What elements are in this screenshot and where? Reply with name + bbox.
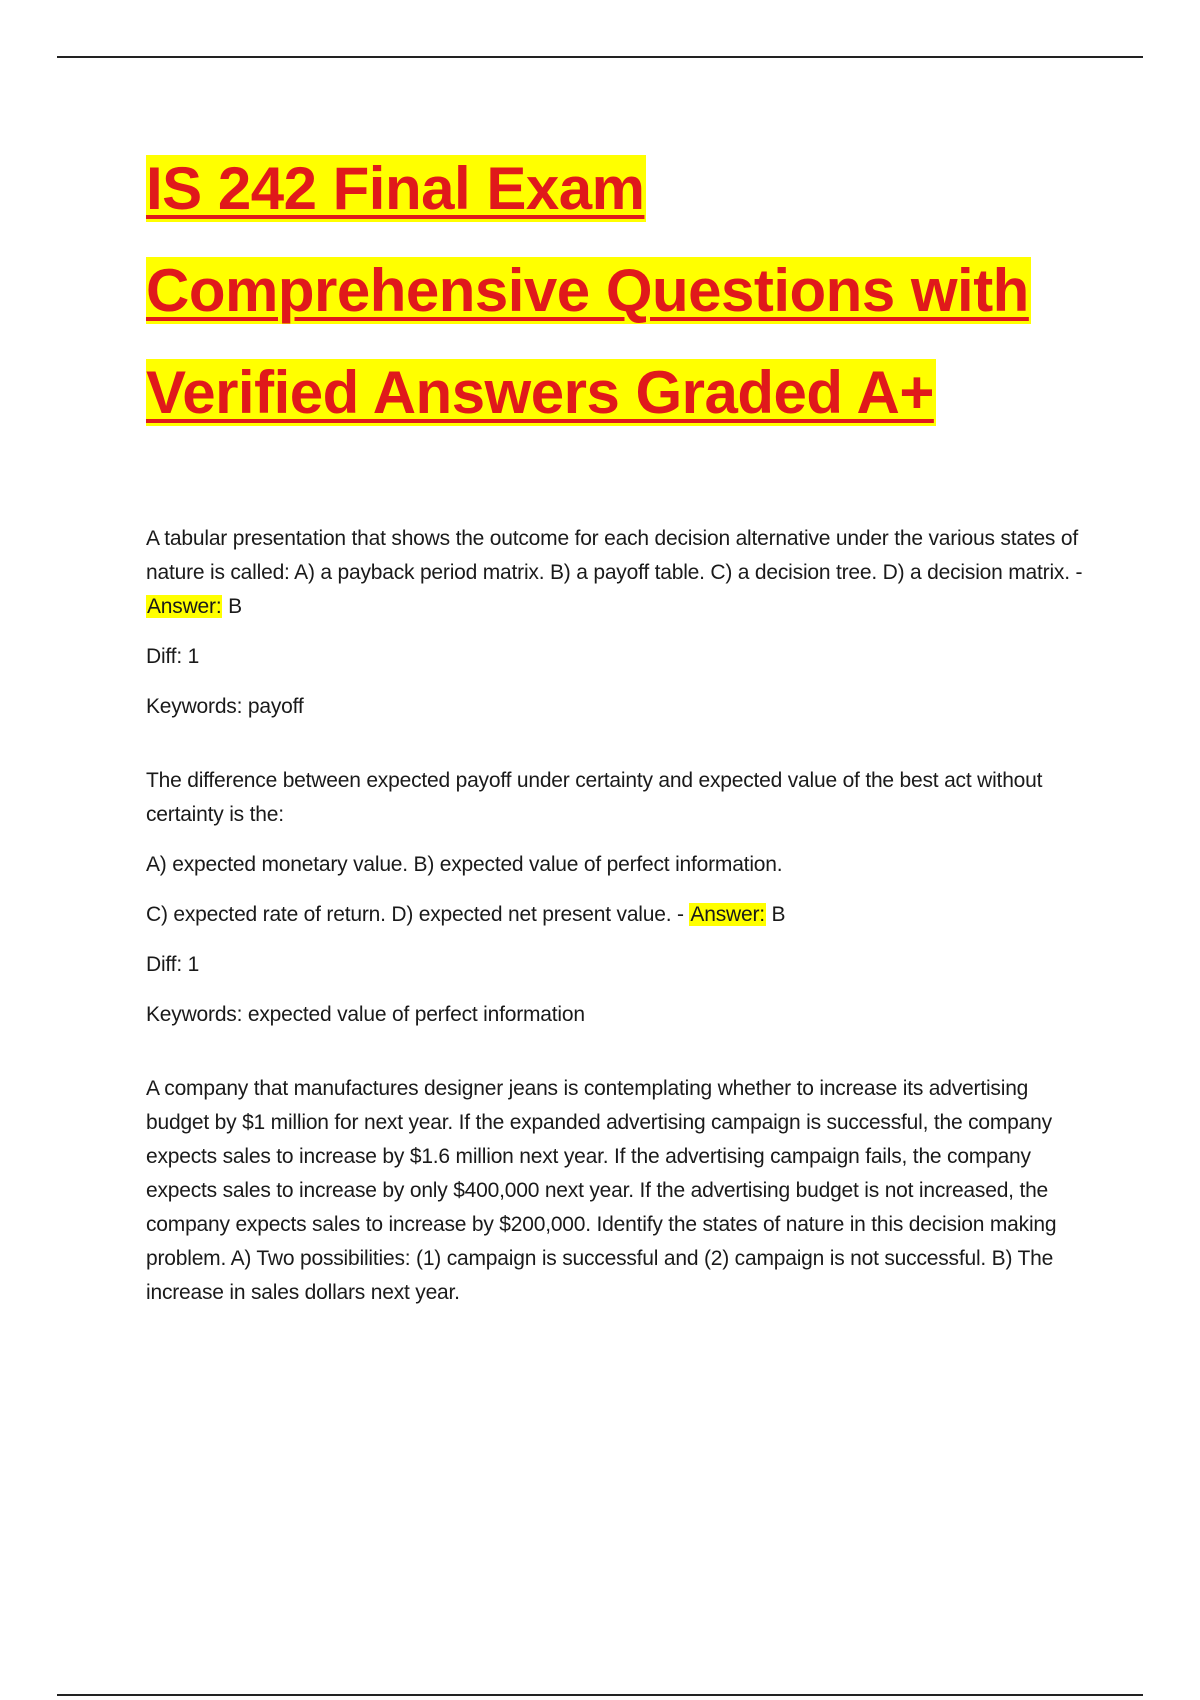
title-line-2: Comprehensive Questions with [146,257,1029,324]
question-3-text: A company that manufactures designer jeans is contemplating whether to increase its advertising budget by $1 million for next year. If the expanded advertising campaign is successful, the company expects sales to increase by $1.6 million next year. If the advertising campaign fails, the company expects sales to increase by only $400,000 next year. If the advertising budget is not increased, the company expects sales to increase by $200,000. Identify the states of nature in this decision making problem. A) Two possibilities: (1) campaign is successful and (2) campaign is not successful. B) The increase in sales dollars next year. [146,1077,1057,1304]
question-2-stem: The difference between expected payoff under certainty and expected value of the best act without certainty is the: [146,769,1043,826]
document-body [146,138,1086,1310]
question-2-options-text: C) expected rate of return. D) expected net present value. - [146,903,690,926]
question-1-answer-value: B [222,595,242,618]
question-2-options-line-1: A) expected monetary value. B) expected value of perfect information. [146,853,783,876]
question-2-options-line-2 [146,898,1086,932]
question-1 [146,522,1086,724]
bottom-rule [57,1694,1143,1696]
question-2 [146,764,1086,1032]
question-1-difficulty: Diff: 1 [146,645,200,668]
title-line-1: IS 242 Final Exam [146,155,645,222]
question-1-stem: A tabular presentation that shows the outcome for each decision alternative under the various states of nature is called: A) a payback period matrix. B) a payoff table. C) a decision tree. D) a decision matrix. - [146,527,1083,584]
question-2-difficulty: Diff: 1 [146,953,200,976]
question-2-answer-label: Answer: [690,903,765,926]
document-title [146,138,1086,444]
question-1-text [146,522,1086,624]
title-line-3: Verified Answers Graded A+ [146,359,934,426]
question-2-keywords: Keywords: expected value of perfect information [146,1003,585,1026]
question-1-answer-label: Answer: [147,595,222,618]
question-2-answer-value: B [765,903,786,926]
top-rule [57,56,1143,58]
question-1-keywords: Keywords: payoff [146,695,304,718]
question-3 [146,1072,1086,1310]
